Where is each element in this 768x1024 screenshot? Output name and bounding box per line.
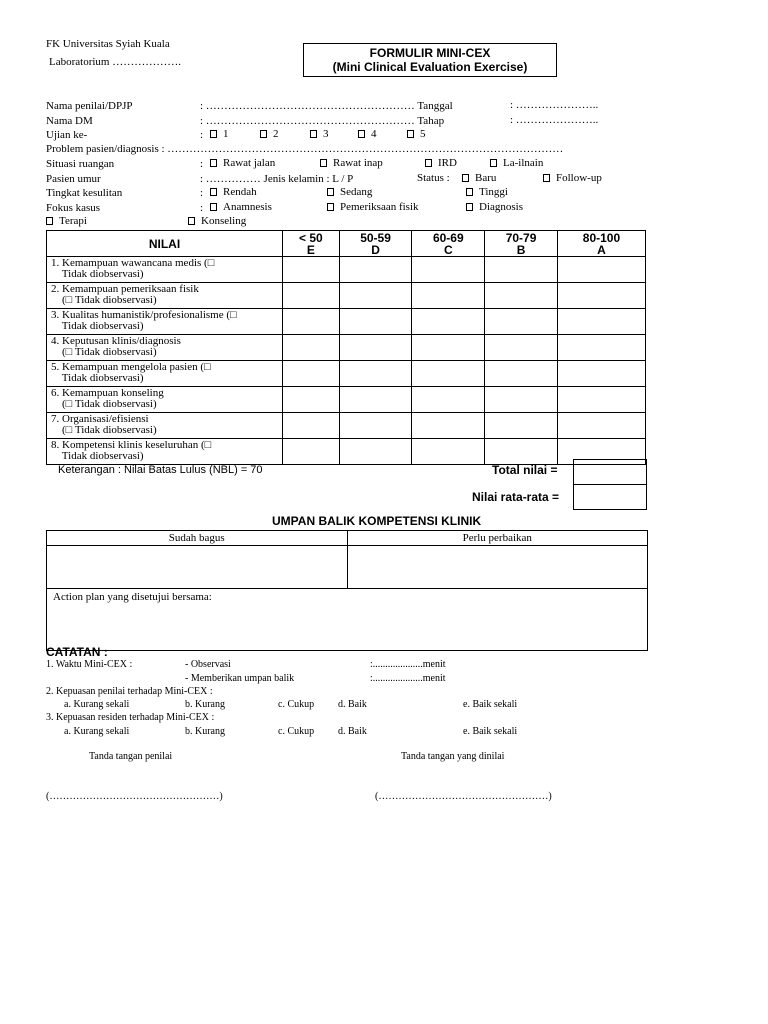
ujian-option-5[interactable]: 5 bbox=[407, 128, 426, 140]
ujian-option-3[interactable]: 3 bbox=[310, 128, 329, 140]
fokus-label: Fokus kasus bbox=[46, 202, 101, 214]
situasi-ird[interactable]: IRD bbox=[425, 157, 457, 169]
signature-penilai-label: Tanda tangan penilai bbox=[89, 751, 173, 762]
form-title: FORMULIR MINI-CEX bbox=[369, 46, 491, 60]
signature-dinilai-label: Tanda tangan yang dinilai bbox=[401, 751, 505, 762]
row-problem bbox=[46, 142, 563, 156]
catatan-title: CATATAN : bbox=[46, 645, 108, 659]
score-cell[interactable] bbox=[283, 413, 340, 439]
note-1-observasi: - Observasi bbox=[185, 659, 231, 670]
signature-dinilai-line[interactable]: (……………………………………………) bbox=[375, 791, 552, 802]
table-row bbox=[47, 257, 646, 283]
score-cell[interactable] bbox=[557, 361, 645, 387]
table-row bbox=[47, 413, 646, 439]
penilai-scale-b[interactable]: b. Kurang bbox=[185, 699, 225, 710]
note-1-umpan-balik: - Memberikan umpan balik bbox=[185, 673, 295, 684]
sudah-bagus-field[interactable] bbox=[47, 546, 348, 588]
score-cell[interactable] bbox=[412, 335, 485, 361]
score-cell[interactable] bbox=[339, 361, 412, 387]
checkbox-icon bbox=[407, 130, 414, 138]
criterion-label: 7. Organisasi/efisiensi (□ Tidak diobservasi) bbox=[47, 413, 283, 439]
kesulitan-label: Tingkat kesulitan bbox=[46, 187, 123, 199]
score-cell[interactable] bbox=[485, 257, 558, 283]
laboratory-field: Laboratorium ………………. bbox=[49, 56, 181, 68]
score-cell[interactable] bbox=[557, 283, 645, 309]
nilai-rata-rata-label: Nilai rata-rata = bbox=[472, 490, 560, 504]
form-subtitle: (Mini Clinical Evaluation Exercise) bbox=[332, 60, 528, 74]
problem-field[interactable]: ……………………………………………………………………………………………… bbox=[167, 143, 564, 155]
score-cell[interactable] bbox=[485, 283, 558, 309]
situasi-label: Situasi ruangan bbox=[46, 158, 115, 170]
score-cell[interactable] bbox=[557, 257, 645, 283]
tanggal-field[interactable]: : ………………….. bbox=[510, 99, 599, 111]
score-cell[interactable] bbox=[339, 387, 412, 413]
score-table bbox=[46, 230, 646, 465]
checkbox-icon bbox=[327, 188, 334, 196]
status-baru[interactable]: Baru bbox=[462, 172, 496, 184]
score-cell[interactable] bbox=[412, 257, 485, 283]
header-nilai: NILAI bbox=[47, 231, 283, 257]
total-nilai-label: Total nilai = bbox=[492, 463, 558, 477]
checkbox-icon bbox=[210, 159, 217, 167]
score-cell[interactable] bbox=[339, 283, 412, 309]
kesulitan-sedang[interactable]: Sedang bbox=[327, 186, 372, 198]
score-cell[interactable] bbox=[412, 361, 485, 387]
checkbox-icon bbox=[320, 159, 327, 167]
feedback-col-sudah-bagus: Sudah bagus bbox=[47, 531, 348, 545]
score-cell[interactable] bbox=[339, 413, 412, 439]
fokus-pemeriksaan-fisik[interactable]: Pemeriksaan fisik bbox=[327, 201, 419, 213]
residen-scale-a[interactable]: a. Kurang sekali bbox=[64, 726, 130, 737]
ujian-option-1[interactable]: 1 bbox=[210, 128, 229, 140]
ujian-option-4[interactable]: 4 bbox=[358, 128, 377, 140]
status-follow-up[interactable]: Follow-up bbox=[543, 172, 602, 184]
score-cell[interactable] bbox=[339, 335, 412, 361]
criterion-label: 1. Kemampuan wawancana medis (□ Tidak diobservasi) bbox=[47, 257, 283, 283]
umpan-balik-minutes-field[interactable]: :....................menit bbox=[370, 673, 446, 684]
observasi-minutes-field[interactable]: :....................menit bbox=[370, 659, 446, 670]
header-col-e: < 50 E bbox=[283, 231, 340, 257]
table-row bbox=[47, 283, 646, 309]
score-cell[interactable] bbox=[283, 283, 340, 309]
criterion-label: 2. Kemampuan pemeriksaan fisik (□ Tidak diobservasi) bbox=[47, 283, 283, 309]
score-cell[interactable] bbox=[557, 309, 645, 335]
score-cell[interactable] bbox=[339, 257, 412, 283]
score-cell[interactable] bbox=[412, 283, 485, 309]
feedback-title: UMPAN BALIK KOMPETENSI KLINIK bbox=[272, 514, 482, 528]
residen-scale-e[interactable]: e. Baik sekali bbox=[463, 726, 518, 737]
checkbox-icon bbox=[46, 217, 53, 225]
checkbox-icon bbox=[310, 130, 317, 138]
perlu-perbaikan-field[interactable] bbox=[348, 546, 648, 588]
nilai-rata-rata-box[interactable] bbox=[573, 484, 647, 510]
institution-name: FK Universitas Syiah Kuala bbox=[46, 38, 170, 50]
total-nilai-box[interactable] bbox=[573, 459, 647, 485]
checkbox-icon bbox=[358, 130, 365, 138]
checkbox-icon bbox=[327, 203, 334, 211]
row-dm bbox=[46, 114, 444, 128]
criterion-label: 6. Kemampuan konseling (□ Tidak diobservasi) bbox=[47, 387, 283, 413]
score-cell[interactable] bbox=[283, 335, 340, 361]
criterion-label: 4. Keputusan klinis/diagnosis (□ Tidak diobservasi) bbox=[47, 335, 283, 361]
checkbox-icon bbox=[425, 159, 432, 167]
checkbox-icon bbox=[490, 159, 497, 167]
fokus-anamnesis[interactable]: Anamnesis bbox=[210, 201, 272, 213]
penilai-scale-c[interactable]: c. Cukup bbox=[278, 699, 315, 710]
kesulitan-tinggi[interactable]: Tinggi bbox=[466, 186, 508, 198]
fokus-terapi[interactable]: Terapi bbox=[46, 215, 87, 227]
situasi-rawat-jalan[interactable]: Rawat jalan bbox=[210, 157, 275, 169]
situasi-lainnya[interactable]: La-ilnain bbox=[490, 157, 543, 169]
score-table-header bbox=[47, 231, 646, 257]
score-cell[interactable] bbox=[412, 387, 485, 413]
score-cell[interactable] bbox=[283, 361, 340, 387]
table-row bbox=[47, 361, 646, 387]
score-cell[interactable] bbox=[412, 413, 485, 439]
fokus-diagnosis[interactable]: Diagnosis bbox=[466, 201, 523, 213]
ujian-option-2[interactable]: 2 bbox=[260, 128, 279, 140]
score-cell[interactable] bbox=[412, 309, 485, 335]
signature-penilai-line[interactable]: (……………………………………………) bbox=[46, 791, 223, 802]
criterion-label: 3. Kualitas humanistik/profesionalisme (□ Tidak diobservasi) bbox=[47, 309, 283, 335]
checkbox-icon bbox=[466, 188, 473, 196]
score-cell[interactable] bbox=[339, 309, 412, 335]
row-kesulitan: Tingkat kesulitan : bbox=[46, 187, 204, 199]
action-plan-field[interactable] bbox=[47, 589, 647, 650]
score-cell[interactable] bbox=[339, 439, 412, 465]
action-plan-label: Action plan yang disetujui bersama: bbox=[53, 591, 212, 603]
checkbox-icon bbox=[210, 130, 217, 138]
score-cell[interactable] bbox=[283, 387, 340, 413]
score-cell[interactable] bbox=[557, 387, 645, 413]
row-ujian: Ujian ke- : bbox=[46, 129, 204, 141]
note-2-label: 2. Kepuasan penilai terhadap Mini-CEX : bbox=[46, 686, 213, 697]
score-cell[interactable] bbox=[557, 413, 645, 439]
checkbox-icon bbox=[543, 174, 550, 182]
penilai-scale-e[interactable]: e. Baik sekali bbox=[463, 699, 518, 710]
penilai-scale-a[interactable]: a. Kurang sekali bbox=[64, 699, 130, 710]
score-cell[interactable] bbox=[485, 335, 558, 361]
row-penilai bbox=[46, 99, 453, 113]
kesulitan-rendah[interactable]: Rendah bbox=[210, 186, 257, 198]
dm-label: Nama DM bbox=[46, 115, 93, 127]
tahap-field[interactable]: : ………………….. bbox=[510, 114, 599, 126]
residen-scale-b[interactable]: b. Kurang bbox=[185, 726, 225, 737]
feedback-col-perlu-perbaikan: Perlu perbaikan bbox=[462, 532, 532, 544]
row-fokus: Fokus kasus : bbox=[46, 202, 204, 214]
umur-field[interactable]: : …………… Jenis kelamin : L / P bbox=[200, 173, 354, 185]
situasi-rawat-inap[interactable]: Rawat inap bbox=[320, 157, 383, 169]
score-cell[interactable] bbox=[412, 439, 485, 465]
residen-scale-c[interactable]: c. Cukup bbox=[278, 726, 315, 737]
checkbox-icon bbox=[260, 130, 267, 138]
header-col-a: 80-100 A bbox=[557, 231, 645, 257]
score-cell[interactable] bbox=[283, 439, 340, 465]
criterion-label: 5. Kemampuan mengelola pasien (□ Tidak diobservasi) bbox=[47, 361, 283, 387]
score-cell[interactable] bbox=[485, 439, 558, 465]
feedback-table bbox=[46, 530, 648, 651]
fokus-konseling[interactable]: Konseling bbox=[188, 215, 246, 227]
table-row bbox=[47, 387, 646, 413]
umur-label: Pasien umur bbox=[46, 173, 101, 185]
checkbox-icon bbox=[188, 217, 195, 225]
score-cell[interactable] bbox=[283, 257, 340, 283]
form-title-box bbox=[303, 43, 557, 77]
dm-field[interactable]: : ………………………………………………… Tahap bbox=[200, 115, 445, 127]
score-cell[interactable] bbox=[485, 361, 558, 387]
checkbox-icon bbox=[466, 203, 473, 211]
row-situasi: Situasi ruangan : bbox=[46, 158, 204, 170]
score-cell[interactable] bbox=[485, 309, 558, 335]
penilai-scale-d[interactable]: d. Baik bbox=[338, 699, 367, 710]
table-row bbox=[47, 335, 646, 361]
note-3-label: 3. Kepuasan residen terhadap Mini-CEX : bbox=[46, 712, 215, 723]
table-row bbox=[47, 309, 646, 335]
residen-scale-d[interactable]: d. Baik bbox=[338, 726, 367, 737]
score-cell[interactable] bbox=[485, 413, 558, 439]
checkbox-icon bbox=[462, 174, 469, 182]
row-umur bbox=[46, 172, 353, 186]
header-col-c: 60-69 C bbox=[412, 231, 485, 257]
score-cell[interactable] bbox=[283, 309, 340, 335]
checkbox-icon bbox=[210, 203, 217, 211]
note-1-label: 1. Waktu Mini-CEX : bbox=[46, 659, 133, 670]
penilai-field[interactable]: : ………………………………………………… Tanggal bbox=[200, 100, 453, 112]
criterion-label: 8. Kompetensi klinis keseluruhan (□ Tidak diobservasi) bbox=[47, 439, 283, 465]
table-row bbox=[47, 439, 646, 465]
problem-label: Problem pasien/diagnosis : bbox=[46, 143, 165, 155]
ujian-label: Ujian ke- bbox=[46, 129, 88, 141]
header-col-b: 70-79 B bbox=[485, 231, 558, 257]
penilai-label: Nama penilai/DPJP bbox=[46, 100, 133, 112]
header-col-d: 50-59 D bbox=[339, 231, 412, 257]
score-cell[interactable] bbox=[485, 387, 558, 413]
keterangan-text: Keterangan : Nilai Batas Lulus (NBL) = 70 bbox=[58, 464, 263, 476]
score-cell[interactable] bbox=[557, 335, 645, 361]
checkbox-icon bbox=[210, 188, 217, 196]
status-label: Status : bbox=[417, 172, 450, 184]
